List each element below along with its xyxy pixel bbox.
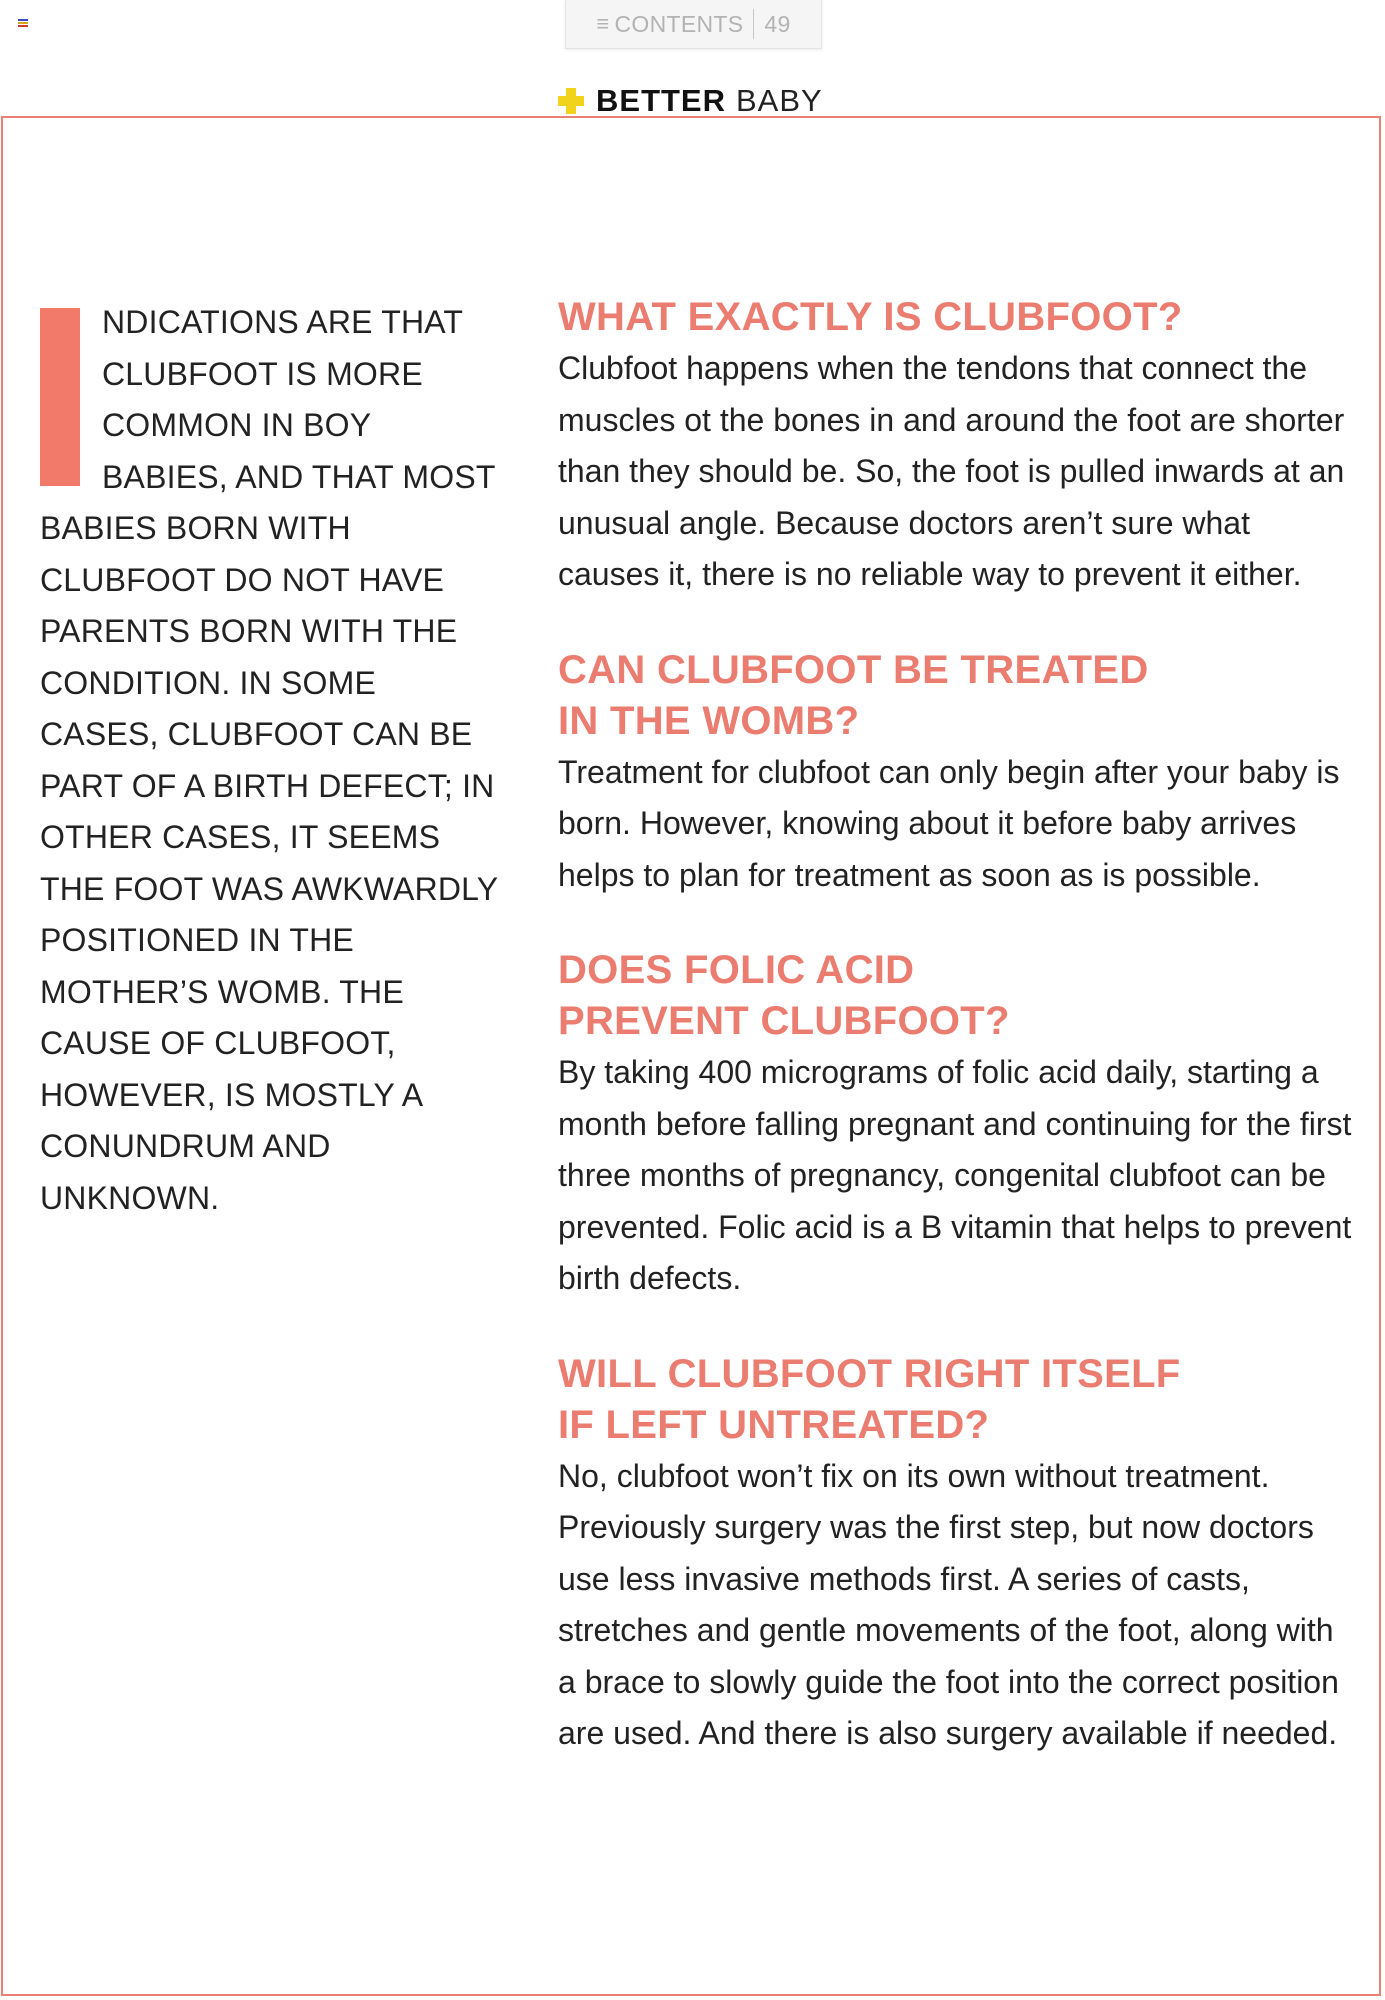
question-heading: CAN CLUBFOOT BE TREATED IN THE WOMB? [558, 647, 1149, 743]
plus-icon [558, 88, 584, 114]
app-menu-icon[interactable] [18, 19, 28, 27]
section-header [558, 84, 823, 118]
question-heading: WHAT EXACTLY IS CLUBFOOT? [558, 295, 1183, 339]
qa-column [558, 292, 1358, 1804]
answer-text: Clubfoot happens when the tendons that connect the muscles ot the bones in and around the foot are shorter than they should be. So, the foot is pulled inwards at an unusual angle. Because doctors aren’t sure what causes it, there is no reliable way to prevent it either. [558, 350, 1345, 592]
answer-text: No, clubfoot won’t fix on its own without treatment. Previously surgery was the first step, but now doctors use less invasive methods first. A series of casts, stretches and gentle movements of the foot, along with a brace to slowly guide the foot into the correct position are used. And there is also surgery available if needed. [558, 1457, 1339, 1751]
divider [753, 9, 754, 39]
contents-button[interactable] [565, 0, 822, 49]
intro-column [40, 297, 500, 1224]
contents-label: CONTENTS [614, 10, 744, 37]
intro-text: NDICATIONS ARE THAT CLUBFOOT IS MORE COMMON IN BOY BABIES, AND THAT MOST BABIES BORN WITH CLUBFOOT DO NOT HAVE PARENTS BORN WITH THE CONDITION. IN SOME CASES, CLUBFOOT CAN BE PART OF A BIRTH DEFECT; IN OTHER CASES, IT SEEMS THE FOOT WAS AWKWARDLY POSITIONED IN THE MOTHER’S WOMB. THE CAUSE OF CLUBFOOT, HOWEVER, IS MOSTLY A CONUNDRUM AND UNKNOWN. [40, 304, 498, 1216]
section-label-bold: BETTER [596, 83, 726, 118]
answer-text: Treatment for clubfoot can only begin after your baby is born. However, knowing about it before baby arrives helps to plan for treatment as soon as is possible. [558, 753, 1340, 893]
question-heading: WILL CLUBFOOT RIGHT ITSELF IF LEFT UNTREATED? [558, 1351, 1181, 1447]
answer-text: By taking 400 micrograms of folic acid daily, starting a month before falling pregnant and continuing for the first three months of pregnancy, congenital clubfoot can be prevented. Folic acid is a B vitamin that helps to prevent birth defects. [558, 1054, 1352, 1296]
hamburger-icon: ≡ [596, 11, 610, 36]
section-label-light: BABY [736, 83, 823, 118]
page-number: 49 [764, 10, 791, 37]
drop-cap-letter [40, 308, 80, 486]
question-heading: DOES FOLIC ACID PREVENT CLUBFOOT? [558, 948, 1010, 1043]
